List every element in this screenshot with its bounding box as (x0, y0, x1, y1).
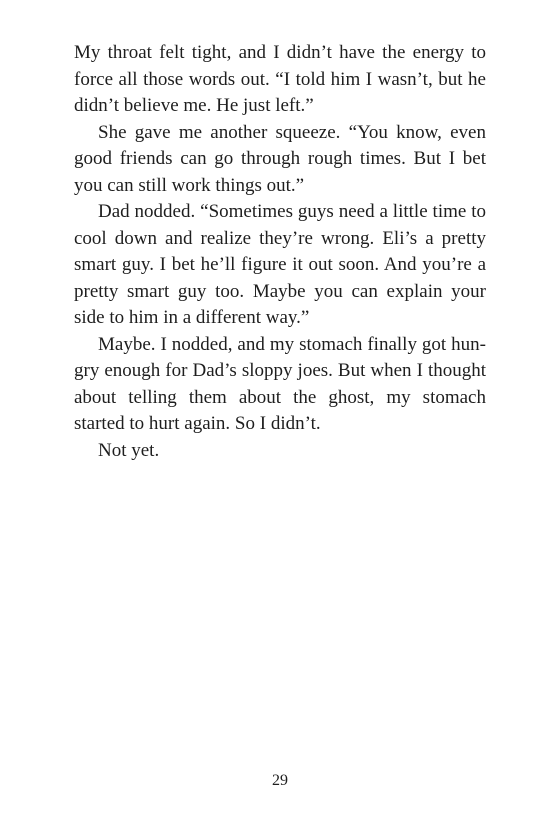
body-text (74, 40, 486, 464)
paragraph-4: Maybe. I nodded, and my stomach finally got hungry enough for Dad’s sloppy joes. But when I thought about telling them about the ghost, my stomach started to hurt again. So I didn’t. (74, 333, 486, 434)
page-number: 29 (272, 772, 288, 789)
paragraph-2: She gave me another squeeze. “You know, even good friends can go through rough times. But I bet you can still work things out.” (74, 121, 486, 196)
paragraph-5: Not yet. (98, 439, 160, 461)
paragraph-1: My throat felt tight, and I didn’t have the energy to force all those words out. “I told him I wasn’t, but he didn’t believe me. He just left.” (74, 42, 486, 116)
paragraph-3: Dad nodded. “Sometimes guys need a little time to cool down and realize they’re wrong. Eli’s a pretty smart guy. I bet he’ll figure it out soon. And you’re a pretty smart guy too. Maybe you can explain your side to him in a different way.” (74, 201, 486, 328)
